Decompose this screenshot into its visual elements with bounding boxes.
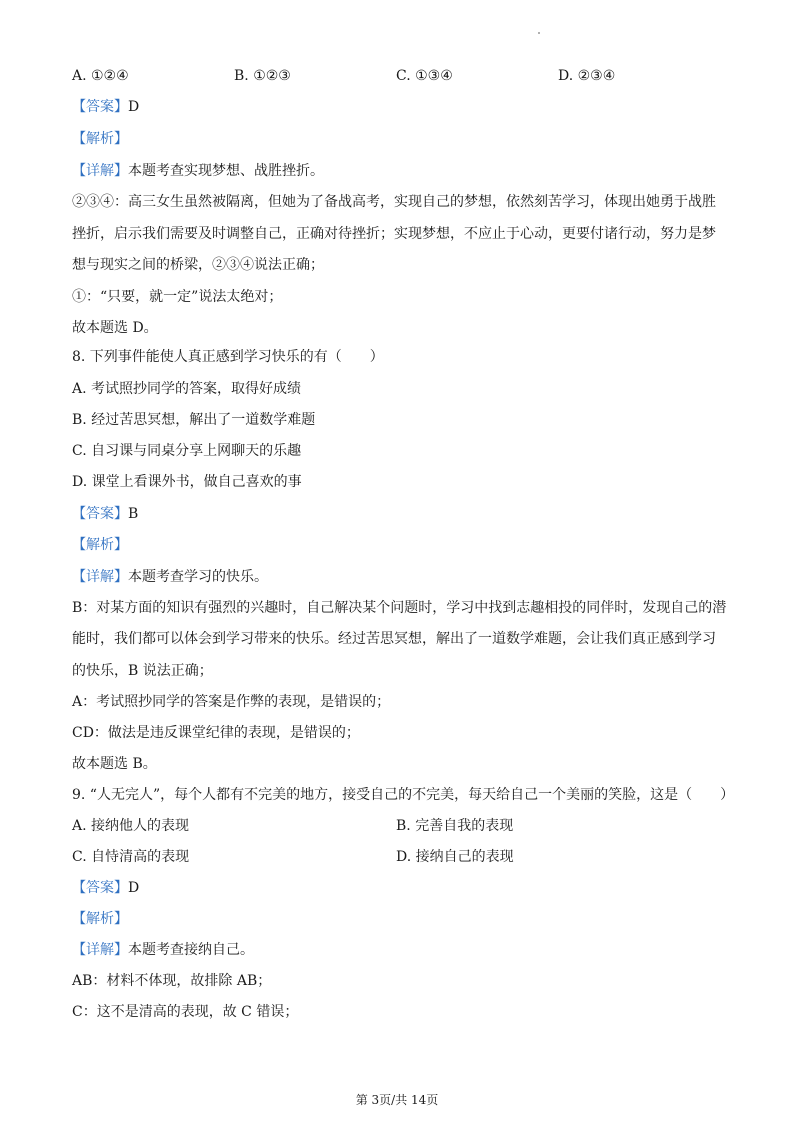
q7-analysis-tag: 【解析】 bbox=[72, 131, 128, 147]
answer-value: D bbox=[128, 99, 140, 115]
q9-option-d: D. 接纳自己的表现 bbox=[396, 849, 514, 865]
q8-detail-0 bbox=[72, 567, 268, 587]
q8-question: 8. 下列事件能使人真正感到学习快乐的有（ ） bbox=[72, 349, 384, 365]
q8-detail-2: 能时，我们都可以体会到学习带来的快乐。经过苦思冥想，解出了一道数学难题，会让我们真正感到学习 bbox=[72, 631, 716, 647]
q7-detail-5: 故本题选 D。 bbox=[72, 320, 158, 336]
q8-option-c: C. 自习课与同桌分享上网聊天的乐趣 bbox=[72, 443, 302, 459]
q7-answer bbox=[72, 97, 139, 117]
q9-option-a: A. 接纳他人的表现 bbox=[72, 818, 190, 834]
q9-options-row-1 bbox=[72, 816, 732, 836]
q8-answer bbox=[72, 504, 138, 524]
q7-option-a: A. ①②④ bbox=[72, 68, 129, 84]
q8-detail-6: 故本题选 B。 bbox=[72, 756, 157, 772]
scan-dot bbox=[538, 32, 540, 34]
q7-detail-4: ①：“只要，就一定”说法太绝对； bbox=[72, 289, 283, 305]
detail-text: 本题考查实现梦想、战胜挫折。 bbox=[128, 163, 324, 179]
q8-option-b: B. 经过苦思冥想，解出了一道数学难题 bbox=[72, 412, 316, 428]
q9-analysis-tag: 【解析】 bbox=[72, 911, 128, 927]
q9-answer bbox=[72, 878, 139, 898]
answer-tag: 【答案】 bbox=[72, 99, 128, 115]
q7-detail-1: ②③④：高三女生虽然被隔离，但她为了备战高考，实现自己的梦想，依然刻苦学习，体现出她勇于战胜 bbox=[72, 194, 716, 210]
q9-option-c: C. 自恃清高的表现 bbox=[72, 849, 190, 865]
answer-tag: 【答案】 bbox=[72, 880, 128, 896]
q7-option-d: D. ②③④ bbox=[558, 68, 616, 84]
q8-option-a: A. 考试照抄同学的答案，取得好成绩 bbox=[72, 381, 302, 397]
q8-detail-3: 的快乐，B 说法正确； bbox=[72, 663, 213, 679]
detail-tag: 【详解】 bbox=[72, 163, 128, 179]
q7-detail-0 bbox=[72, 161, 324, 181]
q7-detail-3: 想与现实之间的桥梁，②③④说法正确； bbox=[72, 257, 324, 273]
q8-detail-1: B：对某方面的知识有强烈的兴趣时，自己解决某个问题时，学习中找到志趣相投的同伴时，发现自己的潜 bbox=[72, 600, 727, 616]
q8-detail-5: CD：做法是违反课堂纪律的表现，是错误的； bbox=[72, 725, 360, 741]
q8-analysis-tag: 【解析】 bbox=[72, 537, 128, 553]
page-footer: 第 3页/共 14页 bbox=[355, 1093, 439, 1107]
q9-detail-2: C：这不是清高的表现，故 C 错误； bbox=[72, 1004, 299, 1020]
answer-value: B bbox=[128, 506, 139, 522]
detail-text: 本题考查学习的快乐。 bbox=[128, 569, 268, 585]
q7-option-c: C. ①③④ bbox=[396, 68, 453, 84]
q8-detail-4: A：考试照抄同学的答案是作弊的表现，是错误的； bbox=[72, 694, 391, 710]
detail-text: 本题考查接纳自己。 bbox=[128, 942, 254, 958]
q7-options bbox=[72, 66, 732, 86]
answer-tag: 【答案】 bbox=[72, 506, 128, 522]
q8-option-d: D. 课堂上看课外书，做自己喜欢的事 bbox=[72, 474, 302, 490]
detail-tag: 【详解】 bbox=[72, 942, 128, 958]
q9-detail-1: AB：材料不体现，故排除 AB； bbox=[72, 973, 272, 989]
q9-options-row-2 bbox=[72, 847, 732, 867]
q9-option-b: B. 完善自我的表现 bbox=[396, 818, 514, 834]
answer-value: D bbox=[128, 880, 140, 896]
detail-tag: 【详解】 bbox=[72, 569, 128, 585]
q7-option-b: B. ①②③ bbox=[234, 68, 291, 84]
q7-detail-2: 挫折，启示我们需要及时调整自己，正确对待挫折；实现梦想，不应止于心动，更要付诸行动，努力是梦 bbox=[72, 226, 716, 242]
q9-detail-0 bbox=[72, 940, 254, 960]
q9-question: 9. “人无完人”，每个人都有不完美的地方，接受自己的不完美，每天给自己一个美丽的笑脸，这是（ ） bbox=[72, 787, 735, 803]
